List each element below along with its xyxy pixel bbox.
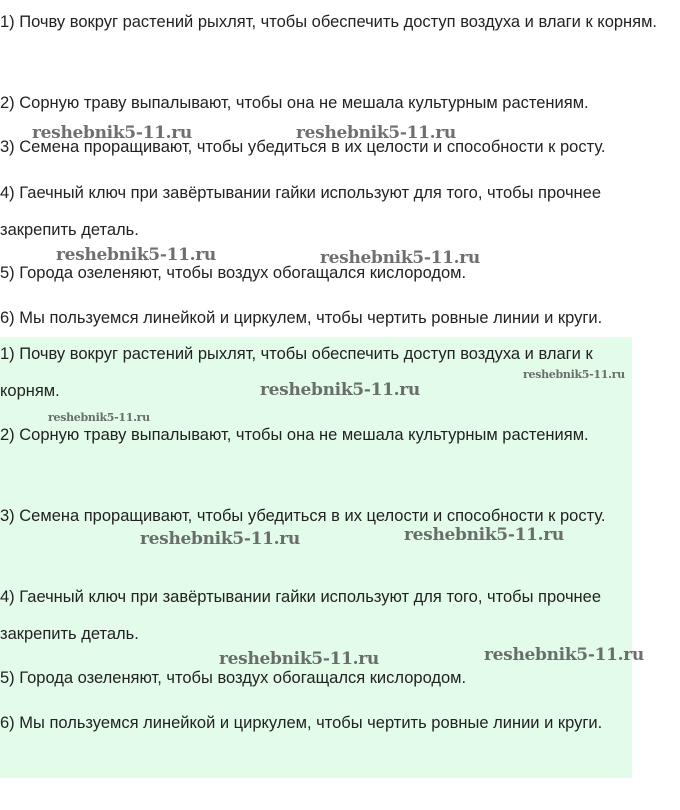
watermark: reshebnik5-11.ru	[48, 411, 150, 424]
watermark: reshebnik5-11.ru	[140, 529, 300, 549]
list-item: 5) Города озеленяют, чтобы воздух обогащался кислородом.	[0, 264, 467, 282]
watermark: reshebnik5-11.ru	[484, 645, 644, 665]
watermark: reshebnik5-11.ru	[56, 245, 216, 265]
list-item: 2) Сорную траву выпалывают, чтобы она не мешала культурным растениям.	[0, 426, 589, 444]
list-item: 4) Гаечный ключ при завёртывании гайки используют для того, чтобы прочнее закрепить деталь.	[0, 184, 602, 239]
list-item: 6) Мы пользуемся линейкой и циркулем, чтобы чертить ровные линии и круги.	[0, 714, 603, 732]
list-item: 1) Почву вокруг растений рыхлят, чтобы обеспечить доступ воздуха и влаги к корням.	[0, 13, 658, 31]
list-item: 1) Почву вокруг растений рыхлят, чтобы обеспечить доступ воздуха и влаги к корням.	[0, 345, 593, 400]
watermark: reshebnik5-11.ru	[32, 123, 192, 143]
list-item: 6) Мы пользуемся линейкой и циркулем, чтобы чертить ровные линии и круги.	[0, 309, 603, 327]
watermark: reshebnik5-11.ru	[219, 649, 379, 669]
list-item: 2) Сорную траву выпалывают, чтобы она не мешала культурным растениям.	[0, 94, 589, 112]
watermark: reshebnik5-11.ru	[523, 368, 625, 381]
list-item: 4) Гаечный ключ при завёртывании гайки используют для того, чтобы прочнее закрепить деталь.	[0, 588, 602, 643]
list-item: 5) Города озеленяют, чтобы воздух обогащался кислородом.	[0, 669, 467, 687]
list-item: 3) Семена проращивают, чтобы убедиться в их целости и способности к росту.	[0, 138, 606, 156]
list-item: 3) Семена проращивают, чтобы убедиться в их целости и способности к росту.	[0, 507, 606, 525]
watermark: reshebnik5-11.ru	[260, 380, 420, 400]
watermark: reshebnik5-11.ru	[296, 123, 456, 143]
watermark: reshebnik5-11.ru	[320, 248, 480, 268]
watermark: reshebnik5-11.ru	[404, 525, 564, 545]
